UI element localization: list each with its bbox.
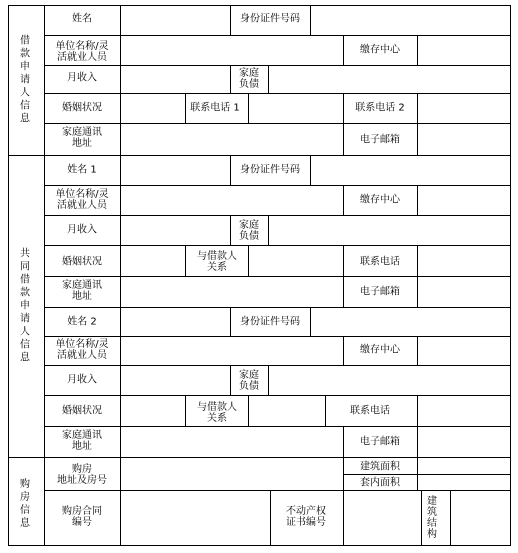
co2-income-field[interactable]: [121, 366, 230, 395]
co2-email-label: 电子邮箱: [360, 436, 400, 448]
co1-income-field[interactable]: [121, 216, 230, 245]
co1-marital-label: 婚姻状况: [62, 256, 102, 268]
grid-line-v: [343, 35, 344, 66]
grid-line-h: [44, 365, 511, 366]
co2-family-debt-label: 家庭 负债: [239, 370, 259, 392]
grid-line-v: [268, 65, 269, 94]
grid-line-v: [248, 395, 249, 427]
structure-field[interactable]: [451, 491, 510, 544]
co1-email-label: 电子邮箱: [360, 286, 400, 298]
co1-name-label: 姓名 1: [67, 164, 97, 176]
applicant-employer-label: 单位名称/灵 活就业人员: [55, 41, 109, 63]
co1-relation-field[interactable]: [249, 246, 343, 276]
structure-label: 建筑结构: [427, 496, 437, 540]
applicant-phone1-field[interactable]: [249, 94, 343, 123]
co1-phone-label: 联系电话: [360, 256, 400, 268]
house-address-label: 购房 地址及房号: [57, 464, 107, 486]
co2-phone-label: 联系电话: [350, 405, 390, 417]
co1-address-field[interactable]: [121, 277, 343, 307]
contract-no-field[interactable]: [121, 491, 269, 544]
co1-debt-field[interactable]: [269, 216, 510, 245]
building-area-label: 建筑面积: [360, 461, 400, 473]
grid-line-v: [417, 336, 418, 366]
grid-line-h: [44, 426, 511, 427]
grid-line-v: [248, 93, 249, 124]
grid-line-h: [8, 457, 511, 458]
applicant-address-label: 家庭通讯 地址: [62, 127, 102, 149]
applicant-address-field[interactable]: [121, 124, 343, 155]
grid-line-h: [44, 245, 511, 246]
grid-line-v: [248, 245, 249, 277]
grid-line-h: [44, 35, 511, 36]
building-area-field[interactable]: [418, 458, 510, 474]
grid-line-v: [417, 276, 418, 308]
applicant-id-field[interactable]: [311, 6, 510, 35]
co1-deposit-center-label: 缴存中心: [360, 194, 400, 206]
co1-family-debt-label: 家庭 负债: [239, 220, 259, 242]
co1-deposit-center-field[interactable]: [418, 186, 510, 215]
grid-line-v: [185, 395, 186, 427]
grid-line-v: [343, 336, 344, 366]
applicant-phone2-label: 联系电话 2: [355, 102, 405, 114]
grid-line-v: [268, 365, 269, 396]
grid-line-v: [343, 93, 344, 124]
applicant-marital-label: 婚姻状况: [62, 102, 102, 114]
applicant-deposit-center-field[interactable]: [418, 36, 510, 65]
grid-line-h: [8, 155, 511, 156]
applicant-phone1-label: 联系电话 1: [190, 102, 240, 114]
grid-line-v: [310, 5, 311, 36]
grid-line-v: [230, 65, 231, 94]
grid-line-v: [270, 490, 271, 546]
grid-line-v: [343, 426, 344, 458]
co2-phone-field[interactable]: [418, 396, 510, 426]
co2-employer-label: 单位名称/灵 活就业人员: [55, 339, 109, 361]
co2-name-label: 姓名 2: [67, 316, 97, 328]
grid-line-v: [343, 457, 344, 491]
applicant-name-field[interactable]: [121, 6, 230, 35]
co2-relation-label: 与借款人 关系: [197, 402, 237, 424]
co1-address-label: 家庭通讯 地址: [62, 280, 102, 302]
co2-debt-field[interactable]: [269, 366, 510, 395]
section-purchase-label: 购房信息: [20, 479, 30, 529]
co2-id-field[interactable]: [311, 308, 510, 336]
applicant-email-label: 电子邮箱: [360, 134, 400, 146]
co2-deposit-center-label: 缴存中心: [360, 344, 400, 356]
grid-line-h: [44, 307, 511, 308]
co1-email-field[interactable]: [418, 277, 510, 307]
grid-line-v: [417, 245, 418, 277]
grid-line-v: [230, 365, 231, 396]
grid-line-h: [44, 490, 511, 491]
grid-line-h: [44, 215, 511, 216]
applicant-deposit-center-label: 缴存中心: [360, 44, 400, 56]
grid-line-v: [185, 245, 186, 277]
applicant-marital-field[interactable]: [121, 94, 185, 123]
grid-line-v: [417, 457, 418, 491]
grid-line-h: [44, 185, 511, 186]
co1-name-field[interactable]: [121, 156, 230, 185]
applicant-debt-field[interactable]: [269, 66, 510, 93]
applicant-name-label: 姓名: [72, 13, 92, 25]
property-cert-label: 不动产权 证书编号: [286, 506, 326, 528]
section-co-applicant-label: 共同借款申请人信息: [20, 248, 30, 364]
co2-relation-field[interactable]: [249, 396, 325, 426]
grid-line-v: [343, 276, 344, 308]
grid-line-v: [343, 245, 344, 277]
grid-line-h: [44, 65, 511, 66]
grid-line-h: [44, 276, 511, 277]
co2-address-label: 家庭通讯 地址: [62, 430, 102, 452]
grid-line-v: [185, 93, 186, 124]
co2-marital-label: 婚姻状况: [62, 405, 102, 417]
applicant-employer-field[interactable]: [121, 36, 343, 65]
co2-address-field[interactable]: [121, 427, 343, 457]
grid-line-v: [343, 185, 344, 216]
co2-email-field[interactable]: [418, 427, 510, 457]
co2-name-field[interactable]: [121, 308, 230, 336]
house-address-field[interactable]: [121, 458, 343, 490]
grid-line-v: [310, 307, 311, 337]
applicant-id-label: 身份证件号码: [240, 13, 300, 25]
grid-line-h: [8, 5, 511, 6]
grid-line-v: [343, 490, 344, 546]
section-applicant-label: 借款申请人信息: [20, 35, 30, 125]
grid-line-v: [230, 155, 231, 186]
grid-line-v: [343, 123, 344, 156]
co1-employer-field[interactable]: [121, 186, 343, 215]
grid-line-h: [343, 474, 511, 475]
grid-line-v: [8, 5, 9, 546]
applicant-income-field[interactable]: [121, 66, 230, 93]
grid-line-v: [310, 155, 311, 186]
co2-id-label: 身份证件号码: [240, 316, 300, 328]
grid-line-h: [44, 336, 511, 337]
grid-line-v: [417, 93, 418, 124]
contract-no-label: 购房合同 编号: [62, 506, 102, 528]
grid-line-v: [417, 426, 418, 458]
applicant-monthly-income-label: 月收入: [67, 72, 97, 84]
grid-line-v: [417, 35, 418, 66]
co2-monthly-income-label: 月收入: [67, 374, 97, 386]
grid-line-h: [8, 545, 511, 546]
grid-line-h: [44, 93, 511, 94]
applicant-phone2-field[interactable]: [418, 94, 510, 123]
grid-line-v: [450, 490, 451, 546]
co1-monthly-income-label: 月收入: [67, 224, 97, 236]
grid-line-v: [417, 185, 418, 216]
co1-id-label: 身份证件号码: [240, 164, 300, 176]
co1-phone-field[interactable]: [418, 246, 510, 276]
applicant-family-debt-label: 家庭 负债: [239, 68, 259, 90]
grid-line-v: [325, 395, 326, 427]
grid-line-v: [230, 215, 231, 246]
grid-line-v: [417, 123, 418, 156]
grid-line-h: [44, 395, 511, 396]
co2-employer-field[interactable]: [121, 337, 343, 365]
co2-deposit-center-field[interactable]: [418, 337, 510, 365]
inner-area-field[interactable]: [418, 475, 510, 490]
co1-marital-field[interactable]: [121, 246, 185, 276]
grid-line-v: [230, 307, 231, 337]
property-cert-field[interactable]: [344, 491, 420, 544]
grid-line-v: [268, 215, 269, 246]
inner-area-label: 套内面积: [360, 477, 400, 489]
co1-id-field[interactable]: [311, 156, 510, 185]
co1-employer-label: 单位名称/灵 活就业人员: [55, 189, 109, 211]
grid-line-v: [230, 5, 231, 36]
grid-line-v: [417, 395, 418, 427]
co1-relation-label: 与借款人 关系: [197, 251, 237, 273]
grid-line-v: [421, 490, 422, 546]
applicant-email-field[interactable]: [418, 124, 510, 155]
co2-marital-field[interactable]: [121, 396, 185, 426]
grid-line-h: [44, 123, 511, 124]
